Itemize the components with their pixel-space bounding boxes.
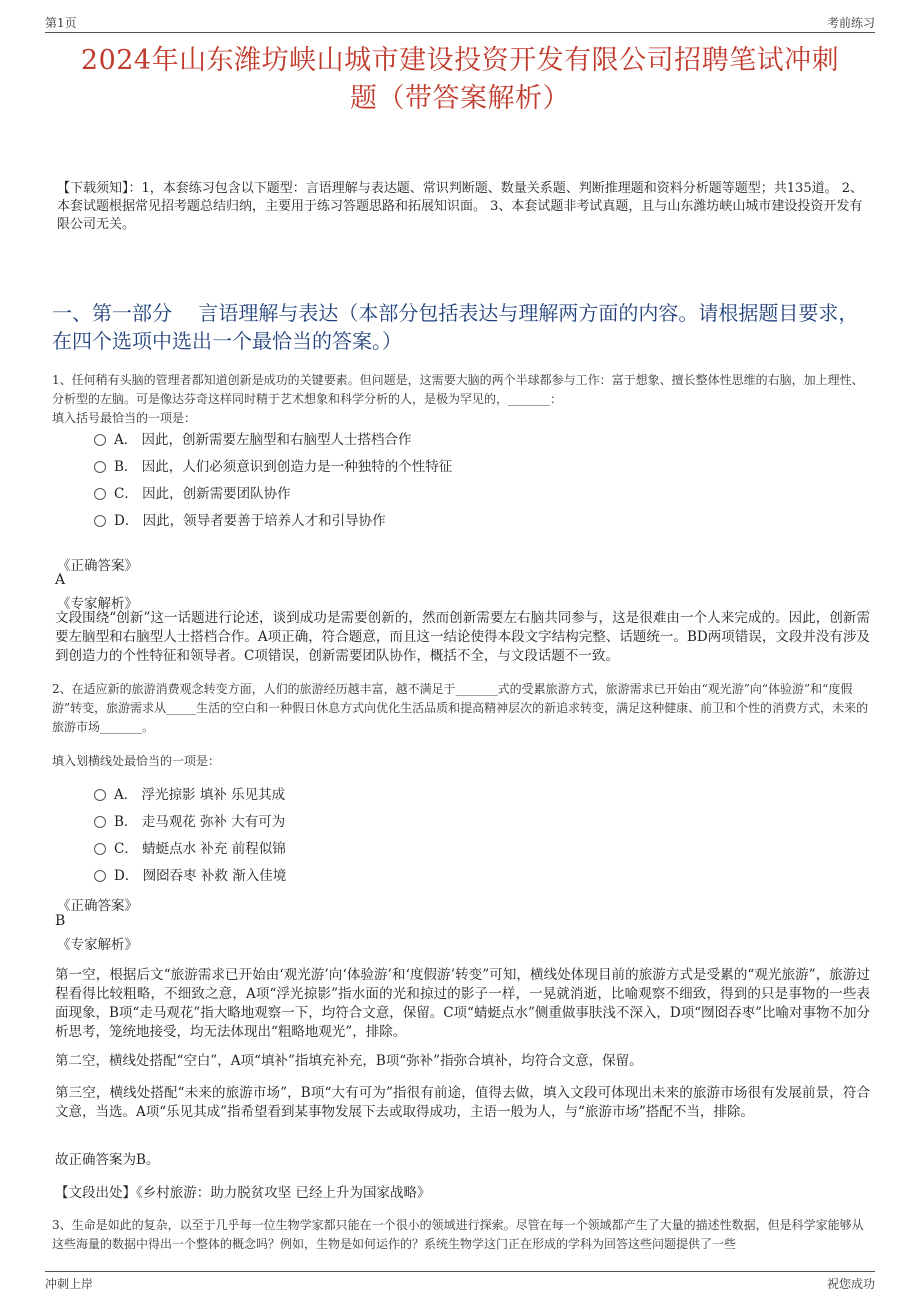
q1-answer: A bbox=[55, 572, 66, 588]
page-number: 第1页 bbox=[45, 16, 77, 30]
title-line-2: 题（带答案解析） bbox=[350, 83, 570, 114]
q2-answer: B bbox=[55, 913, 66, 929]
q2-analysis-paragraph-2: 第二空，横线处搭配“空白”，A项“填补”指填充补充，B项“弥补”指弥合填补，均符合文意，保留。 bbox=[55, 1053, 643, 1069]
page-footer bbox=[45, 1271, 875, 1294]
q2-option-a[interactable] bbox=[94, 785, 285, 805]
q2-option-d[interactable] bbox=[94, 866, 286, 886]
q2-analysis-paragraph-1: 第一空，根据后文“旅游需求已开始由‘观光游’向‘体验游’和‘度假游’转变”可知，横线处体现目前的旅游方式是受累的“观光旅游”，旅游过程看得比较粗略，不细致之意，A项“浮光掠影”指水面的光和掠过的影子一样，一晃就消逝，比喻观察不细致，得到的只是事物的一些表面现象，B项“走马观花”指大略地观察一下，均符合文意，保留。C项“蜻蜓点水”侧重做事肤浅不深入，D项“囫囵吞枣”比喻对事物不加分析思考，笼统地接受，均无法体现出“粗略地观光”，排除。 bbox=[55, 967, 870, 1040]
radio-icon[interactable] bbox=[94, 870, 106, 882]
option-label: C． 因此，创新需要团队协作 bbox=[114, 486, 291, 502]
question-1-instruction: 填入括号最恰当的一项是： bbox=[52, 411, 197, 425]
q2-option-b[interactable] bbox=[94, 812, 285, 832]
radio-icon[interactable] bbox=[94, 488, 106, 500]
option-label: B． 因此，人们必须意识到创造力是一种独特的个性特征 bbox=[114, 459, 453, 475]
question-2-text: 2、在适应新的旅游消费观念转变方面，人们的旅游经历越丰富，越不满足于_______式的受累旅游方式，旅游需求已开始由“观光游”向“体验游”和“度假游”转变，旅游需求从_____生活的空白和一种假日休息方式向优化生活品质和提高精神层次的新追求转变，满足这种健康、前卫和个性的消费方式，未来的旅游市场_______。 bbox=[52, 682, 869, 734]
radio-icon[interactable] bbox=[94, 461, 106, 473]
q1-option-b[interactable] bbox=[94, 457, 452, 477]
q1-analysis: 文段围绕“创新”这一话题进行论述，谈到成功是需要创新的，然而创新需要左右脑共同参与，这是很难由一个人来完成的。因此，创新需要左脑型和右脑型人士搭档合作。A项正确，符合题意，而且这一结论使得本段文字结构完整、话题统一。BD两项错误，文段并没有涉及到创造力的个性特征和领导者。C项错误，创新需要团队协作，概括不全，与文段话题不一致。 bbox=[55, 610, 870, 664]
radio-icon[interactable] bbox=[94, 434, 106, 446]
q2-conclusion: 故正确答案为B。 bbox=[55, 1152, 160, 1168]
q2-analysis-label: 《专家解析》 bbox=[57, 937, 138, 953]
option-label: A． 浮光掠影 填补 乐见其成 bbox=[114, 787, 286, 803]
q1-analysis-label: 《专家解析》 bbox=[57, 596, 138, 612]
question-3-text: 3、生命是如此的复杂，以至于几乎每一位生物学家都只能在一个很小的领域进行探索。尽管在每一个领域都产生了大量的描述性数据，但是科学家能够从这些海量的数据中得出一个整体的概念吗？例如，生物是如何运作的？系统生物学这门正在形成的学科为回答这些问题提供了一些 bbox=[52, 1218, 864, 1251]
page-header bbox=[45, 10, 875, 33]
q2-answer-label: 《正确答案》 bbox=[57, 898, 138, 914]
option-label: B． 走马观花 弥补 大有可为 bbox=[114, 814, 286, 830]
radio-icon[interactable] bbox=[94, 789, 106, 801]
radio-icon[interactable] bbox=[94, 843, 106, 855]
q1-option-d[interactable] bbox=[94, 511, 386, 531]
title-line-1: 2024年山东潍坊峡山城市建设投资开发有限公司招聘笔试冲刺 bbox=[80, 45, 840, 76]
q1-option-c[interactable] bbox=[94, 484, 291, 504]
radio-icon[interactable] bbox=[94, 816, 106, 828]
q1-answer-label: 《正确答案》 bbox=[57, 558, 138, 574]
q2-analysis-paragraph-3: 第三空，横线处搭配“未来的旅游市场”，B项“大有可为”指很有前途，值得去做，填入文段可体现出未来的旅游市场很有发展前景，符合文意，当选。A项“乐见其成”指希望看到某事物发展下去或取得成功，主语一般为人，与“旅游市场”搭配不当，排除。 bbox=[55, 1085, 870, 1120]
option-label: C． 蜻蜓点水 补充 前程似锦 bbox=[114, 841, 286, 857]
q1-option-a[interactable] bbox=[94, 430, 412, 450]
question-2-instruction: 填入划横线处最恰当的一项是： bbox=[52, 754, 221, 768]
question-1-text: 1、任何稍有头脑的管理者都知道创新是成功的关键要素。但问题是，这需要大脑的两个半球都参与工作：富于想象、擅长整体性思维的右脑，加上理性、分析型的左脑。可是像达芬奇这样同时精于艺术想象和科学分析的人，是极为罕见的，_______： bbox=[52, 373, 864, 406]
download-notice: 【下载须知】：1，本套练习包含以下题型：言语理解与表达题、常识判断题、数量关系题、判断推理题和资料分析题等题型；共135道。 2、本套试题根据常见招考题总结归纳，主要用于练习答题思路和拓展知识面。 3、本套试题非考试真题，且与山东潍坊峡山城市建设投资开发有限公司无关。 bbox=[57, 181, 863, 232]
document-title bbox=[45, 42, 875, 118]
footer-left: 冲刺上岸 bbox=[45, 1277, 94, 1291]
section-heading: 一、第一部分 言语理解与表达（本部分包括表达与理解两方面的内容。请根据题目要求，在四个选项中选出一个最恰当的答案。） bbox=[52, 301, 859, 353]
footer-right: 祝您成功 bbox=[826, 1277, 875, 1291]
q2-source: 【文段出处】《乡村旅游：助力脱贫攻坚 已经上升为国家战略》 bbox=[55, 1185, 431, 1201]
q2-option-c[interactable] bbox=[94, 839, 286, 859]
option-label: A． 因此，创新需要左脑型和右脑型人士搭档合作 bbox=[114, 432, 412, 448]
header-label: 考前练习 bbox=[826, 16, 875, 30]
option-label: D． 囫囵吞枣 补救 渐入佳境 bbox=[114, 868, 287, 884]
radio-icon[interactable] bbox=[94, 515, 106, 527]
option-label: D． 因此，领导者要善于培养人才和引导协作 bbox=[114, 513, 386, 529]
